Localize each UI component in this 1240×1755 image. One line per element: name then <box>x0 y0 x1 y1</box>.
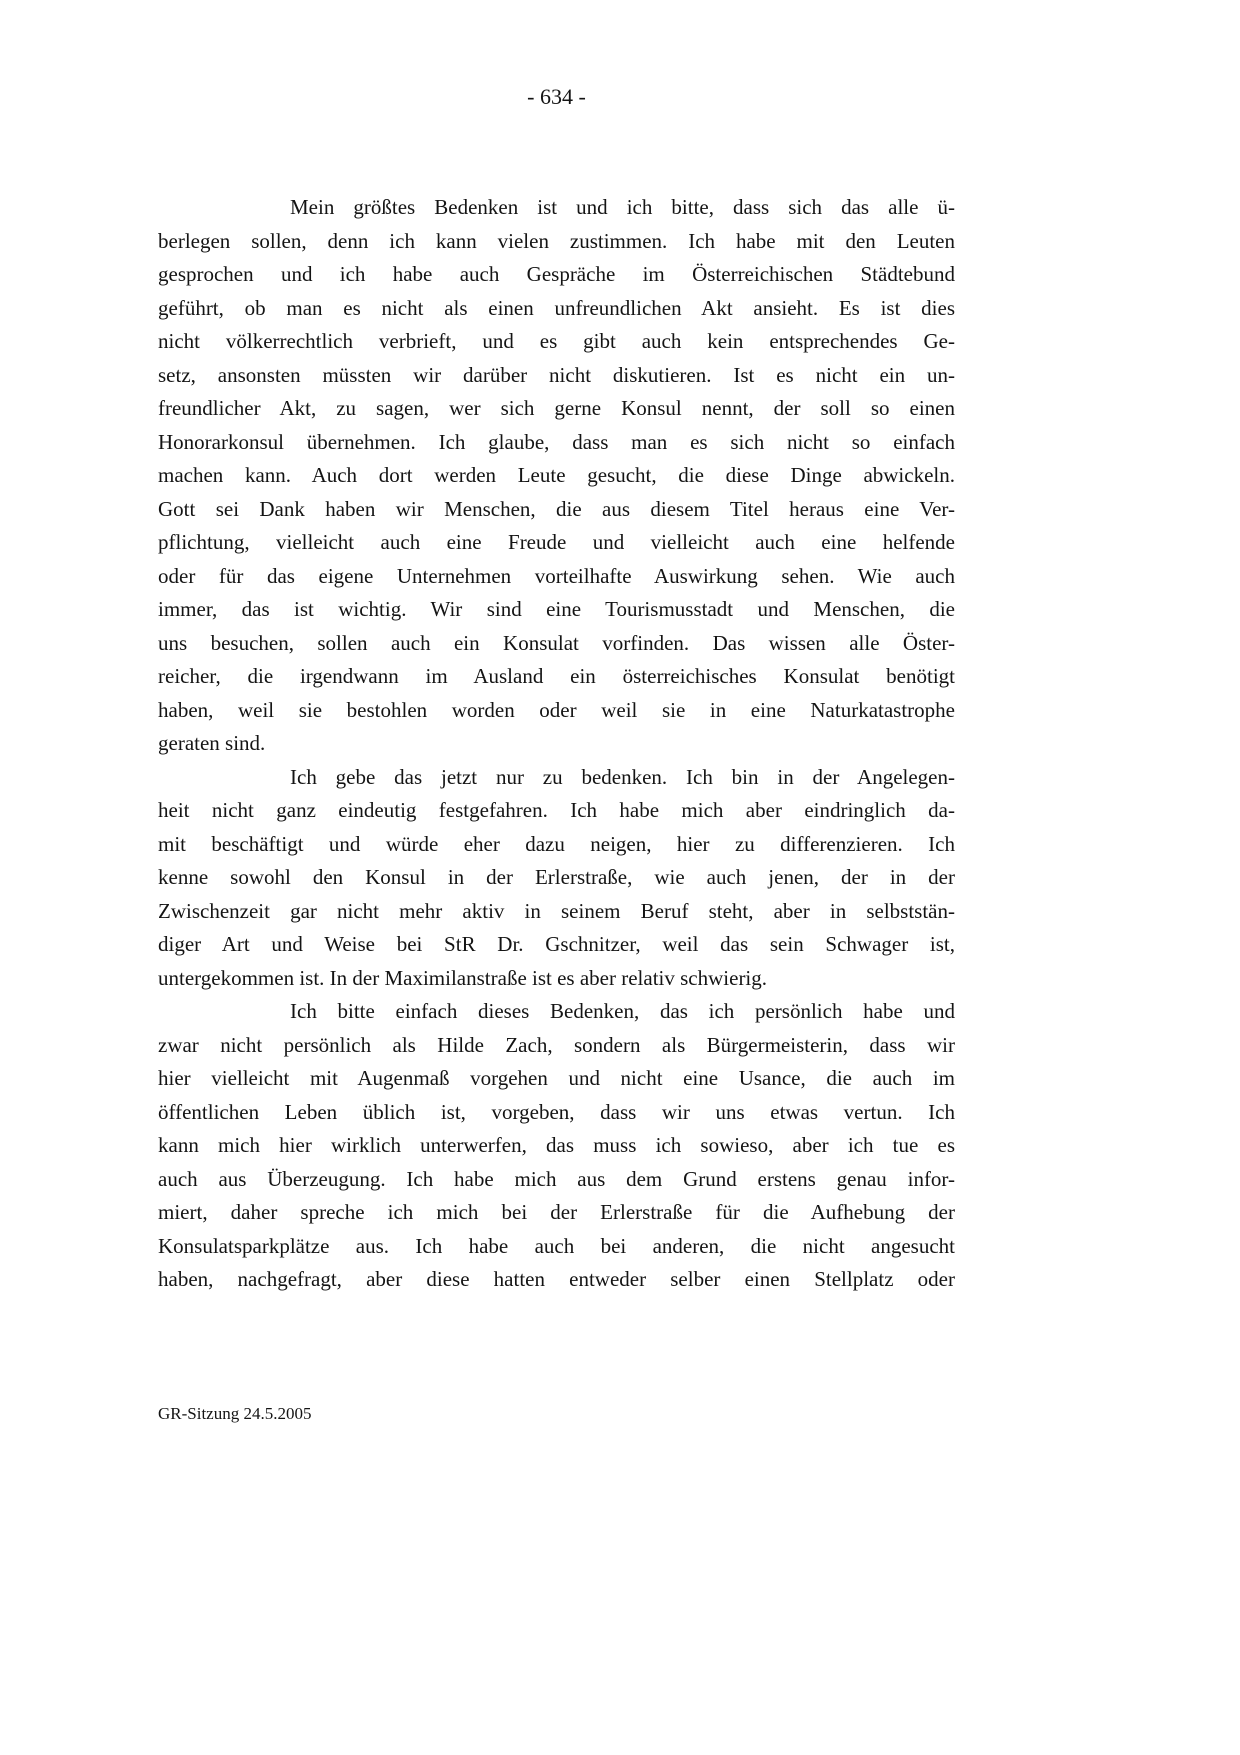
text-line: hier vielleicht mit Augenmaß vorgehen und nicht eine Usance, die auch im <box>158 1066 955 1090</box>
text-line: nicht völkerrechtlich verbrieft, und es gibt auch kein entsprechendes Ge- <box>158 329 955 353</box>
text-line: Ich bitte einfach dieses Bedenken, das ich persönlich habe und <box>290 999 955 1023</box>
page-number: - 634 - <box>527 84 586 109</box>
text-line: berlegen sollen, denn ich kann vielen zustimmen. Ich habe mit den Leuten <box>158 228 955 253</box>
text-line: auch aus Überzeugung. Ich habe mich aus dem Grund erstens genau infor- <box>158 1166 955 1191</box>
body-text <box>158 191 955 1297</box>
text-line: reicher, die irgendwann im Ausland ein österreichisches Konsulat benötigt <box>158 664 955 688</box>
text-line: Konsulatsparkplätze aus. Ich habe auch bei anderen, die nicht angesucht <box>158 1233 955 1258</box>
text-line: geraten sind. <box>158 731 266 755</box>
text-line: Honorarkonsul übernehmen. Ich glaube, dass man es sich nicht so einfach <box>158 429 955 454</box>
text-line: kann mich hier wirklich unterwerfen, das muss ich sowieso, aber ich tue es <box>158 1133 955 1157</box>
paragraph <box>158 191 955 761</box>
text-line: geführt, ob man es nicht als einen unfreundlichen Akt ansieht. Es ist dies <box>158 295 955 320</box>
text-line: diger Art und Weise bei StR Dr. Gschnitzer, weil das sein Schwager ist, <box>158 932 955 956</box>
text-line: immer, das ist wichtig. Wir sind eine Tourismusstadt und Menschen, die <box>158 597 955 621</box>
text-line: Mein größtes Bedenken ist und ich bitte, dass sich das alle ü- <box>290 195 955 219</box>
text-line: Ich gebe das jetzt nur zu bedenken. Ich bin in der Angelegen- <box>290 764 955 789</box>
text-line: machen kann. Auch dort werden Leute gesucht, die diese Dinge abwickeln. <box>158 463 955 487</box>
text-line: Zwischenzeit gar nicht mehr aktiv in seinem Beruf steht, aber in selbststän- <box>158 898 955 923</box>
text-line: uns besuchen, sollen auch ein Konsulat vorfinden. Das wissen alle Öster- <box>158 630 955 655</box>
text-line: kenne sowohl den Konsul in der Erlerstraße, wie auch jenen, der in der <box>158 865 955 889</box>
text-line: Gott sei Dank haben wir Menschen, die aus diesem Titel heraus eine Ver- <box>158 496 955 521</box>
text-line: pflichtung, vielleicht auch eine Freude und vielleicht auch eine helfende <box>158 530 955 554</box>
text-line: miert, daher spreche ich mich bei der Erlerstraße für die Aufhebung der <box>158 1200 955 1224</box>
text-line: zwar nicht persönlich als Hilde Zach, sondern als Bürgermeisterin, dass wir <box>158 1032 955 1057</box>
text-line: setz, ansonsten müssten wir darüber nicht diskutieren. Ist es nicht ein un- <box>158 362 955 387</box>
footer-session-label: GR-Sitzung 24.5.2005 <box>158 1404 312 1423</box>
text-line: öffentlichen Leben üblich ist, vorgeben, dass wir uns etwas vertun. Ich <box>158 1099 955 1124</box>
text-line: mit beschäftigt und würde eher dazu neigen, hier zu differenzieren. Ich <box>158 831 955 856</box>
paragraph <box>158 761 955 996</box>
text-line: oder für das eigene Unternehmen vorteilhafte Auswirkung sehen. Wie auch <box>158 563 955 588</box>
text-line: gesprochen und ich habe auch Gespräche im Österreichischen Städtebund <box>158 262 955 286</box>
text-line: freundlicher Akt, zu sagen, wer sich gerne Konsul nennt, der soll so einen <box>158 396 955 420</box>
text-line: haben, nachgefragt, aber diese hatten entweder selber einen Stellplatz oder <box>158 1267 955 1291</box>
text-line: haben, weil sie bestohlen worden oder weil sie in eine Naturkatastrophe <box>158 697 955 722</box>
text-line: heit nicht ganz eindeutig festgefahren. Ich habe mich aber eindringlich da- <box>158 798 955 822</box>
paragraph <box>158 995 955 1297</box>
text-line: untergekommen ist. In der Maximilanstraße ist es aber relativ schwierig. <box>158 965 768 990</box>
